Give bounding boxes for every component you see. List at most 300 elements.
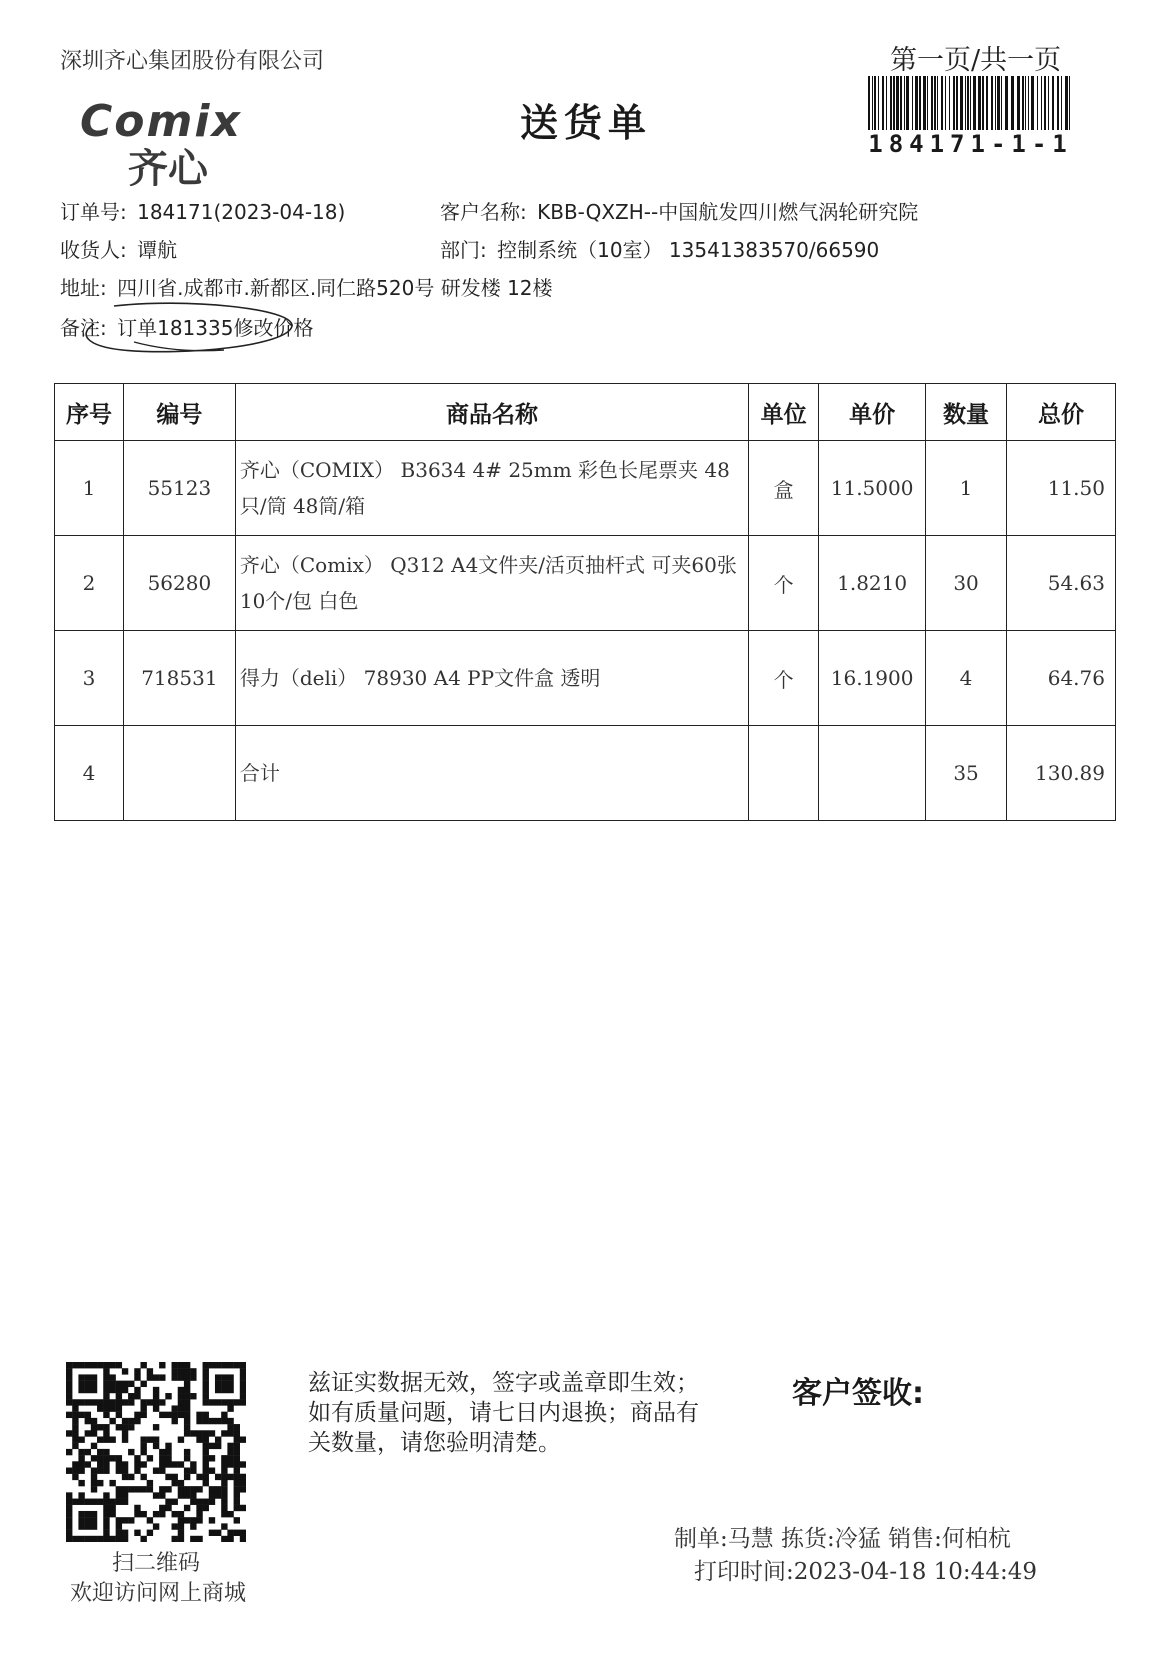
qr-module [109, 1436, 115, 1442]
qr-module [116, 1468, 122, 1474]
qr-module [172, 1480, 178, 1486]
qr-module [72, 1362, 78, 1368]
qr-module [153, 1393, 159, 1399]
qr-module [203, 1387, 209, 1393]
qr-module [240, 1436, 246, 1442]
barcode-bar [945, 76, 946, 130]
qr-module [215, 1443, 221, 1449]
qr-module [184, 1368, 190, 1374]
qr-module [178, 1368, 184, 1374]
qr-module [203, 1362, 209, 1368]
barcode-bar [965, 76, 966, 130]
qr-module [134, 1468, 140, 1474]
qr-module [184, 1505, 190, 1511]
qr-module [215, 1418, 221, 1424]
qr-module [203, 1443, 209, 1449]
qr-module [91, 1424, 97, 1430]
qr-module [103, 1499, 109, 1505]
qr-module [190, 1430, 196, 1436]
qr-module [165, 1499, 171, 1505]
qr-module [78, 1436, 84, 1442]
qr-module [116, 1523, 122, 1529]
barcode-bar [893, 76, 895, 130]
qr-module [196, 1486, 202, 1492]
qr-module [196, 1499, 202, 1505]
qr-module [109, 1399, 115, 1405]
qr-module [109, 1387, 115, 1393]
qr-module [116, 1405, 122, 1411]
qr-module [172, 1374, 178, 1380]
qr-module [184, 1381, 190, 1387]
qr-module [227, 1387, 233, 1393]
qr-module [221, 1399, 227, 1405]
qr-module [66, 1530, 72, 1536]
qr-module [91, 1536, 97, 1542]
qr-module [140, 1511, 146, 1517]
cell-product-name: 齐心（Comix） Q312 A4文件夹/活页抽杆式 可夹60张 10个/包 白色 [235, 536, 748, 631]
qr-module [147, 1436, 153, 1442]
qr-module [184, 1468, 190, 1474]
qr-module [159, 1399, 165, 1405]
qr-module [190, 1517, 196, 1523]
cell-seq: 2 [55, 536, 124, 631]
qr-module [227, 1430, 233, 1436]
qr-module [221, 1468, 227, 1474]
barcode-bar [997, 76, 1000, 130]
qr-module [147, 1480, 153, 1486]
qr-module [165, 1505, 171, 1511]
qr-module [109, 1536, 115, 1542]
barcode-bar [956, 76, 958, 130]
qr-module [153, 1399, 159, 1405]
qr-module [227, 1443, 233, 1449]
barcode-bar [953, 76, 955, 130]
qr-module [153, 1424, 159, 1430]
order-number [60, 196, 345, 225]
qr-module [66, 1381, 72, 1387]
qr-module [234, 1430, 240, 1436]
qr-module [91, 1455, 97, 1461]
barcode-bar [890, 76, 892, 130]
qr-module [240, 1368, 246, 1374]
barcode-bar [900, 76, 902, 130]
handwritten-circle-mark [74, 300, 304, 362]
qr-module [240, 1536, 246, 1542]
header-code: 编号 [123, 384, 235, 441]
staff-info: 制单:马慧 拣货:冷猛 销售:何柏杭 [674, 1526, 1011, 1552]
qr-module [116, 1362, 122, 1368]
qr-module [66, 1362, 72, 1368]
address-label: 地址: [60, 276, 107, 300]
qr-module [178, 1436, 184, 1442]
qr-module [103, 1436, 109, 1442]
qr-module [103, 1424, 109, 1430]
qr-module [203, 1430, 209, 1436]
order-number-value: 184171(2023-04-18) [137, 200, 346, 224]
qr-module [147, 1517, 153, 1523]
qr-module [240, 1474, 246, 1480]
qr-module [66, 1511, 72, 1517]
qr-module [209, 1455, 215, 1461]
qr-module [178, 1412, 184, 1418]
qr-module [196, 1536, 202, 1542]
cell-seq: 3 [55, 631, 124, 726]
qr-module [147, 1368, 153, 1374]
qr-module [103, 1517, 109, 1523]
qr-module [91, 1399, 97, 1405]
qr-module [227, 1418, 233, 1424]
qr-module [72, 1412, 78, 1418]
qr-module [153, 1374, 159, 1380]
qr-module [165, 1474, 171, 1480]
qr-module [78, 1499, 84, 1505]
qr-module [234, 1474, 240, 1480]
qr-module [109, 1405, 115, 1411]
qr-module [184, 1405, 190, 1411]
qr-module [140, 1362, 146, 1368]
qr-module [153, 1523, 159, 1529]
department-value: 控制系统（10室） 13541383570/66590 [497, 238, 880, 262]
qr-module [97, 1399, 103, 1405]
qr-module [72, 1443, 78, 1449]
page-indicator: 第一页/共一页 [890, 45, 1062, 76]
qr-module [85, 1430, 91, 1436]
qr-module [159, 1492, 165, 1498]
qr-module [184, 1362, 190, 1368]
qr-module [209, 1468, 215, 1474]
qr-module [172, 1499, 178, 1505]
qr-module [184, 1424, 190, 1430]
cell-unit: 个 [749, 536, 819, 631]
qr-module [85, 1523, 91, 1529]
qr-module [234, 1505, 240, 1511]
qr-module [66, 1468, 72, 1474]
qr-module [234, 1449, 240, 1455]
qr-module [78, 1449, 84, 1455]
qr-module [227, 1374, 233, 1380]
qr-module [172, 1536, 178, 1542]
qr-module [72, 1399, 78, 1405]
qr-module [234, 1499, 240, 1505]
qr-module [196, 1474, 202, 1480]
qr-module [190, 1468, 196, 1474]
cell-total: 54.63 [1007, 536, 1116, 631]
qr-module [209, 1492, 215, 1498]
qr-module [116, 1393, 122, 1399]
qr-module [234, 1424, 240, 1430]
qr-module [78, 1492, 84, 1498]
qr-module [221, 1374, 227, 1380]
qr-module [203, 1505, 209, 1511]
qr-module [122, 1492, 128, 1498]
qr-module [178, 1486, 184, 1492]
table-row [55, 536, 1116, 631]
qr-module [196, 1418, 202, 1424]
qr-module [78, 1511, 84, 1517]
qr-module [172, 1362, 178, 1368]
remark-label: 备注: [60, 316, 107, 340]
qr-module [122, 1536, 128, 1542]
cell-code: 55123 [123, 441, 235, 536]
qr-module [134, 1412, 140, 1418]
cell-unit [749, 726, 819, 821]
cell-unit: 盒 [749, 441, 819, 536]
qr-module [78, 1381, 84, 1387]
qr-module [122, 1517, 128, 1523]
qr-module [240, 1530, 246, 1536]
logo-latin: Comix [80, 96, 242, 147]
items-table [54, 383, 1116, 821]
barcode-bar [934, 76, 936, 130]
qr-module [78, 1523, 84, 1529]
qr-module [234, 1517, 240, 1523]
qr-module [78, 1536, 84, 1542]
qr-module [240, 1381, 246, 1387]
customer-name-value: KBB-QXZH--中国航发四川燃气涡轮研究院 [537, 200, 919, 224]
barcode-bar [874, 76, 876, 130]
qr-module [178, 1461, 184, 1467]
qr-module [116, 1455, 122, 1461]
consignee-label: 收货人: [60, 238, 127, 262]
qr-module [178, 1393, 184, 1399]
barcode-bar [868, 76, 870, 130]
qr-module [215, 1374, 221, 1380]
qr-module [122, 1461, 128, 1467]
barcode-bar [927, 76, 928, 130]
qr-module [140, 1443, 146, 1449]
qr-module [190, 1393, 196, 1399]
qr-module [122, 1418, 128, 1424]
qr-module [97, 1468, 103, 1474]
barcode-bar [1052, 76, 1054, 130]
qr-module [227, 1530, 233, 1536]
qr-module [78, 1468, 84, 1474]
qr-module [134, 1393, 140, 1399]
qr-module [78, 1455, 84, 1461]
qr-module [85, 1362, 91, 1368]
qr-module [103, 1393, 109, 1399]
qr-module [209, 1499, 215, 1505]
qr-module [116, 1461, 122, 1467]
qr-module [85, 1381, 91, 1387]
qr-module [103, 1492, 109, 1498]
qr-module [128, 1517, 134, 1523]
qr-module [128, 1486, 134, 1492]
qr-module [78, 1362, 84, 1368]
qr-module [97, 1449, 103, 1455]
qr-module [221, 1505, 227, 1511]
qr-module [122, 1381, 128, 1387]
qr-module [66, 1449, 72, 1455]
qr-module [221, 1455, 227, 1461]
qr-module [72, 1424, 78, 1430]
barcode-bar [978, 76, 981, 130]
qr-module [66, 1505, 72, 1511]
qr-module [172, 1368, 178, 1374]
qr-module [66, 1492, 72, 1498]
qr-module [85, 1499, 91, 1505]
qr-module [196, 1436, 202, 1442]
qr-module [221, 1387, 227, 1393]
cell-quantity: 30 [926, 536, 1007, 631]
cell-code: 56280 [123, 536, 235, 631]
header-product-name: 商品名称 [235, 384, 748, 441]
qr-module [227, 1424, 233, 1430]
qr-module [203, 1455, 209, 1461]
qr-module [196, 1430, 202, 1436]
qr-module [240, 1362, 246, 1368]
qr-module [91, 1430, 97, 1436]
qr-module [227, 1461, 233, 1467]
qr-module [85, 1536, 91, 1542]
qr-module [66, 1430, 72, 1436]
cell-total: 130.89 [1007, 726, 1116, 821]
qr-module [122, 1468, 128, 1474]
qr-module [147, 1530, 153, 1536]
qr-module [91, 1511, 97, 1517]
qr-module [221, 1523, 227, 1529]
qr-module [240, 1461, 246, 1467]
qr-module [215, 1486, 221, 1492]
barcode-bar [886, 76, 887, 130]
barcode-bar [1022, 76, 1024, 130]
qr-module [66, 1374, 72, 1380]
qr-module [172, 1474, 178, 1480]
consignee [60, 234, 177, 263]
qr-module [153, 1436, 159, 1442]
qr-module [190, 1499, 196, 1505]
barcode-bar [1037, 76, 1038, 130]
qr-module [91, 1499, 97, 1505]
barcode-bar [1025, 76, 1026, 130]
qr-module [147, 1455, 153, 1461]
qr-module [234, 1399, 240, 1405]
qr-module [91, 1468, 97, 1474]
barcode-bar [1069, 76, 1070, 130]
barcode-bar [912, 76, 913, 130]
qr-module [66, 1387, 72, 1393]
qr-module [221, 1362, 227, 1368]
table-row [55, 631, 1116, 726]
qr-module [172, 1418, 178, 1424]
qr-module [165, 1443, 171, 1449]
qr-module [97, 1436, 103, 1442]
barcode-bar [937, 76, 938, 130]
qr-module [85, 1517, 91, 1523]
barcode-bar [906, 76, 909, 130]
qr-module [78, 1374, 84, 1380]
qr-module [240, 1374, 246, 1380]
qr-module [153, 1511, 159, 1517]
qr-module [215, 1492, 221, 1498]
qr-module [140, 1536, 146, 1542]
qr-module [85, 1511, 91, 1517]
qr-module [227, 1474, 233, 1480]
qr-module [72, 1430, 78, 1436]
qr-module [128, 1381, 134, 1387]
qr-module [159, 1461, 165, 1467]
qr-module [91, 1418, 97, 1424]
qr-module [221, 1474, 227, 1480]
qr-module [85, 1387, 91, 1393]
qr-module [91, 1523, 97, 1529]
cell-code [123, 726, 235, 821]
qr-module [209, 1362, 215, 1368]
barcode-bar [991, 76, 993, 130]
qr-module [97, 1424, 103, 1430]
qr-module [184, 1374, 190, 1380]
barcode-bar [882, 76, 884, 130]
company-name: 深圳齐心集团股份有限公司 [60, 49, 325, 74]
qr-module [215, 1381, 221, 1387]
qr-module [159, 1362, 165, 1368]
qr-module [227, 1362, 233, 1368]
qr-module [128, 1449, 134, 1455]
cell-seq: 1 [55, 441, 124, 536]
customer-signature-label: 客户签收: [792, 1376, 924, 1411]
barcode-bar [1005, 76, 1008, 130]
qr-module [122, 1430, 128, 1436]
qr-module [184, 1492, 190, 1498]
qr-module [66, 1368, 72, 1374]
qr-module [103, 1412, 109, 1418]
qr-module [172, 1523, 178, 1529]
qr-module [234, 1468, 240, 1474]
qr-module [134, 1486, 140, 1492]
qr-module [97, 1362, 103, 1368]
barcode-bar [878, 76, 879, 130]
qr-module [209, 1399, 215, 1405]
qr-module [72, 1461, 78, 1467]
header-unit-price: 单价 [819, 384, 926, 441]
qr-module [221, 1418, 227, 1424]
qr-module [165, 1486, 171, 1492]
qr-module [184, 1399, 190, 1405]
qr-module [147, 1374, 153, 1380]
qr-module [72, 1468, 78, 1474]
qr-module [190, 1486, 196, 1492]
qr-module [140, 1399, 146, 1405]
qr-module [203, 1393, 209, 1399]
barcode-bar [986, 76, 988, 130]
header-total: 总价 [1007, 384, 1116, 441]
qr-module [209, 1430, 215, 1436]
department [440, 234, 879, 263]
qr-module [221, 1412, 227, 1418]
cell-unit-price: 16.1900 [819, 631, 926, 726]
qr-module [147, 1486, 153, 1492]
qr-module [215, 1436, 221, 1442]
qr-module [134, 1511, 140, 1517]
cell-unit-price [819, 726, 926, 821]
barcode-bar [923, 76, 926, 130]
qr-module [103, 1523, 109, 1529]
qr-module [240, 1486, 246, 1492]
qr-module [227, 1405, 233, 1411]
barcode-bar [872, 76, 873, 130]
qr-module [227, 1449, 233, 1455]
qr-module [234, 1455, 240, 1461]
qr-module [128, 1393, 134, 1399]
qr-module [103, 1387, 109, 1393]
qr-module [234, 1480, 240, 1486]
qr-module [153, 1468, 159, 1474]
qr-module [215, 1530, 221, 1536]
qr-module [227, 1381, 233, 1387]
qr-module [215, 1399, 221, 1405]
qr-module [190, 1374, 196, 1380]
qr-module [128, 1418, 134, 1424]
